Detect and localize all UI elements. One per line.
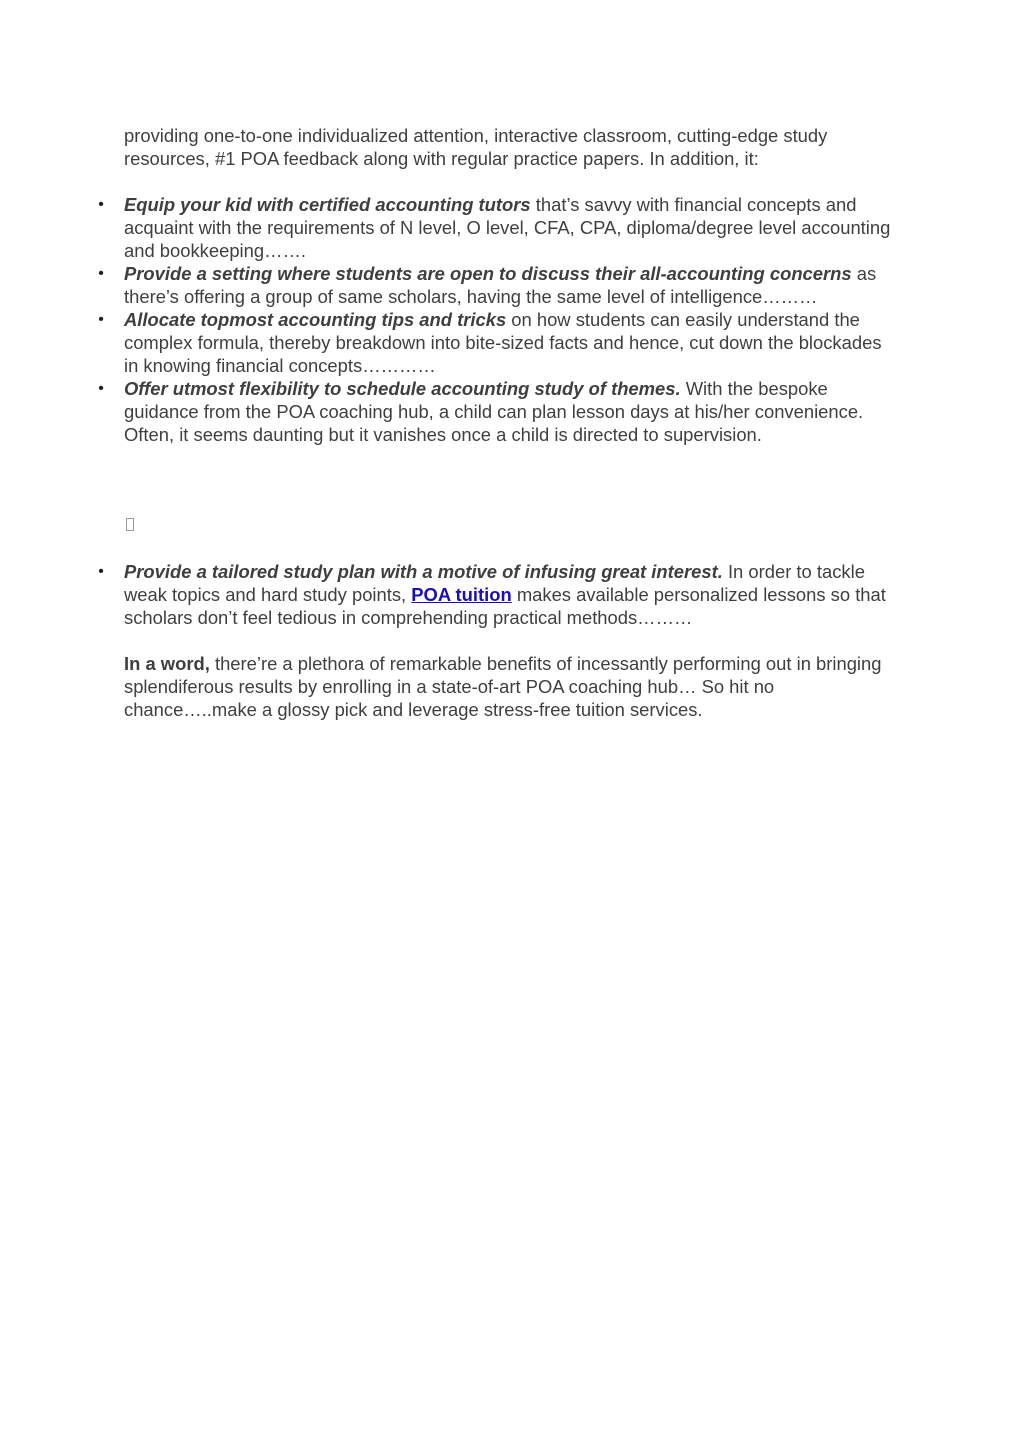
conclusion-paragraph [124, 652, 899, 721]
list-item-text: In order to tackle weak topics and hard study points, [124, 561, 865, 605]
list-item [98, 308, 899, 377]
poa-tuition-link[interactable]: POA tuition [411, 584, 512, 605]
list-item-lead: Allocate topmost accounting tips and tricks [124, 309, 507, 330]
bullet-icon: • [98, 265, 104, 282]
bullet-icon: • [98, 196, 104, 213]
list-item-text: as there’s offering a group of same scholars, having the same level of intelligence……… [124, 263, 877, 307]
list-item-lead: Offer utmost flexibility to schedule accounting study of themes. [124, 378, 681, 399]
benefits-list [98, 193, 899, 446]
list-item [98, 377, 899, 446]
bullet-icon: • [98, 380, 104, 397]
benefits-list-continued [98, 560, 899, 629]
list-item [98, 193, 899, 262]
list-item-text: makes available personalized lessons so that scholars don’t feel tedious in comprehending practical methods……… [124, 584, 886, 628]
missing-glyph-icon [126, 518, 134, 531]
list-item-lead: Equip your kid with certified accounting tutors [124, 194, 531, 215]
list-item [98, 262, 899, 308]
conclusion-text: there’re a plethora of remarkable benefits of incessantly performing out in bringing splendiferous results by enrolling in a state-of-art POA coaching hub… So hit no chance…..make a glossy pick and leverage stress-free tuition services. [124, 653, 882, 720]
conclusion-lead: In a word, [124, 653, 210, 674]
intro-paragraph: providing one-to-one individualized attention, interactive classroom, cutting-edge study resources, #1 POA feedback along with regular practice papers. In addition, it: [124, 125, 828, 169]
bullet-icon: • [98, 311, 104, 328]
list-item-lead: Provide a tailored study plan with a motive of infusing great interest. [124, 561, 723, 582]
list-item-text: on how students can easily understand the complex formula, thereby breakdown into bite-sized facts and hence, cut down the blockades in knowing financial concepts………… [124, 309, 882, 376]
list-item-lead: Provide a setting where students are open to discuss their all-accounting concerns [124, 263, 852, 284]
list-item [98, 560, 899, 629]
bullet-icon: • [98, 563, 104, 580]
list-item-text: that’s savvy with financial concepts and acquaint with the requirements of N level, O level, CFA, CPA, diploma/degree level accounting and bookkeeping……. [124, 194, 891, 261]
list-item-text: With the bespoke guidance from the POA coaching hub, a child can plan lesson days at his/her convenience. Often, it seems daunting but it vanishes once a child is directed to supervision. [124, 378, 864, 445]
